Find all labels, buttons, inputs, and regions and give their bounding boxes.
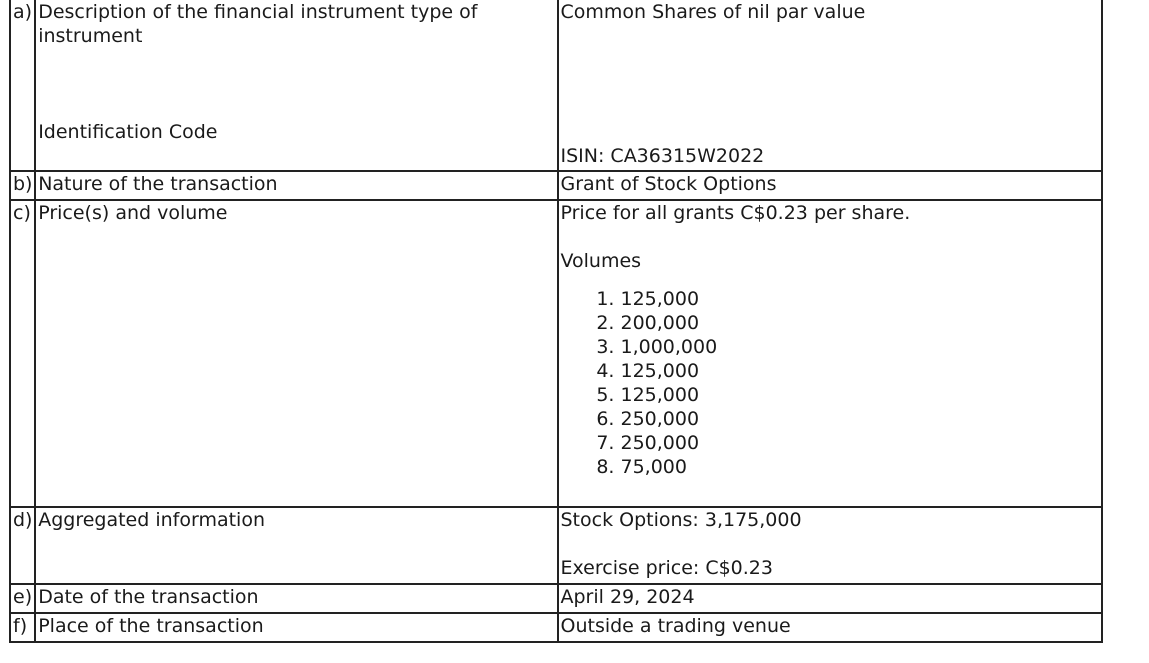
list-item: 1. 125,000	[621, 287, 1102, 311]
list-item: 4. 125,000	[621, 359, 1102, 383]
row-label: Nature of the transaction	[35, 171, 557, 200]
list-item: 5. 125,000	[621, 383, 1102, 407]
row-value: April 29, 2024	[558, 584, 1103, 613]
row-value: Outside a trading venue	[558, 613, 1103, 642]
table-row-c	[10, 200, 1102, 507]
table-row-e	[10, 584, 1102, 613]
list-item: 3. 1,000,000	[621, 335, 1102, 359]
row-letter: b)	[10, 171, 35, 200]
row-value: Grant of Stock Options	[558, 171, 1103, 200]
table-row-a	[10, 0, 1102, 171]
list-item: 2. 200,000	[621, 311, 1102, 335]
list-item: 6. 250,000	[621, 407, 1102, 431]
row-letter: d)	[10, 507, 35, 584]
table-row-d	[10, 507, 1102, 584]
row-value-cell	[558, 200, 1103, 507]
row-value-cell	[558, 0, 1103, 171]
row-value: Stock Options: 3,175,000	[560, 509, 802, 531]
volumes-heading: Volumes	[560, 250, 642, 272]
price-text: Price for all grants C$0.23 per share.	[560, 202, 911, 224]
list-item: 8. 75,000	[621, 455, 1102, 479]
row-subvalue: Exercise price: C$0.23	[560, 557, 773, 579]
row-letter: e)	[10, 584, 35, 613]
row-label: Description of the financial instrument type of instrument	[38, 1, 478, 47]
table-row-b	[10, 171, 1102, 200]
row-label-cell	[35, 0, 557, 171]
transaction-details-table	[9, 0, 1103, 643]
row-subvalue: ISIN: CA36315W2022	[560, 145, 765, 167]
row-letter: a)	[10, 0, 35, 171]
row-letter: c)	[10, 200, 35, 507]
row-label: Date of the transaction	[35, 584, 557, 613]
volumes-list	[561, 287, 1102, 479]
row-value: Common Shares of nil par value	[560, 1, 866, 23]
row-label: Aggregated information	[35, 507, 557, 584]
table-row-f	[10, 613, 1102, 642]
row-value-cell	[558, 507, 1103, 584]
row-sublabel: Identification Code	[38, 121, 218, 143]
list-item: 7. 250,000	[621, 431, 1102, 455]
row-label: Price(s) and volume	[35, 200, 557, 507]
row-letter: f)	[10, 613, 35, 642]
row-label: Place of the transaction	[35, 613, 557, 642]
